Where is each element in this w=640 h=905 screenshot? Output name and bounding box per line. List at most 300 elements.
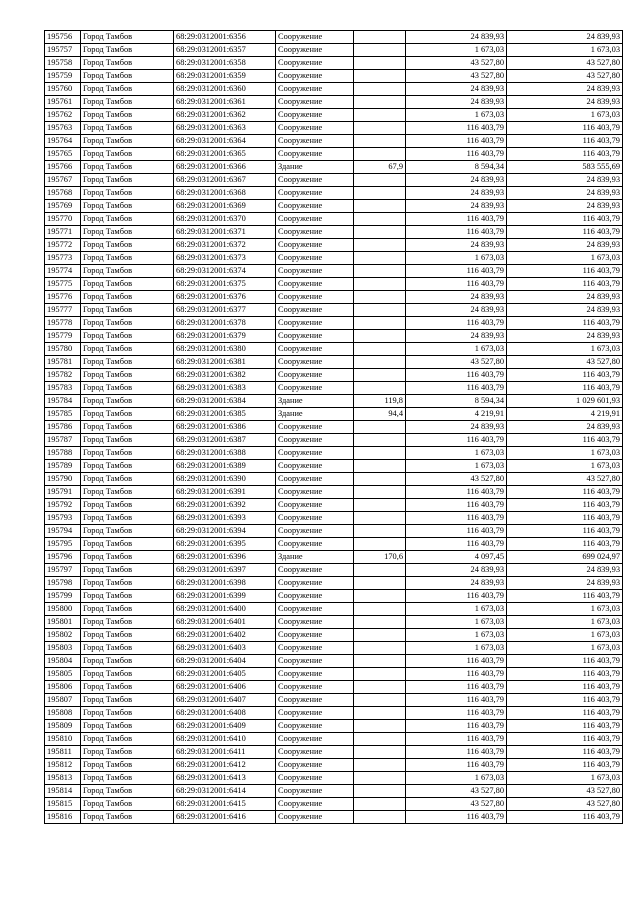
area-cell	[354, 434, 406, 447]
cadastral-number-cell: 68:29:0312001:6362	[174, 109, 276, 122]
cadastral-value-cell: 24 839,93	[507, 83, 623, 96]
city-cell: Город Тамбов	[81, 473, 174, 486]
cadastral-number-cell: 68:29:0312001:6380	[174, 343, 276, 356]
unit-value-cell: 116 403,79	[406, 811, 507, 824]
cadastral-value-cell: 24 839,93	[507, 421, 623, 434]
city-cell: Город Тамбов	[81, 681, 174, 694]
area-cell	[354, 694, 406, 707]
unit-value-cell: 1 673,03	[406, 44, 507, 57]
unit-value-cell: 4 097,45	[406, 551, 507, 564]
unit-value-cell: 116 403,79	[406, 655, 507, 668]
cadastral-value-cell: 116 403,79	[507, 538, 623, 551]
area-cell	[354, 57, 406, 70]
table-row	[45, 655, 623, 668]
cadastral-value-cell: 4 219,91	[507, 408, 623, 421]
registry-table	[44, 30, 623, 824]
cadastral-number-cell: 68:29:0312001:6381	[174, 356, 276, 369]
city-cell: Город Тамбов	[81, 512, 174, 525]
table-row	[45, 694, 623, 707]
cadastral-number-cell: 68:29:0312001:6379	[174, 330, 276, 343]
area-cell	[354, 733, 406, 746]
table-row	[45, 538, 623, 551]
cadastral-value-cell: 43 527,80	[507, 57, 623, 70]
row-number-cell: 195779	[45, 330, 81, 343]
table-row	[45, 122, 623, 135]
row-number-cell: 195816	[45, 811, 81, 824]
object-type-cell: Сооружение	[276, 31, 354, 44]
cadastral-number-cell: 68:29:0312001:6364	[174, 135, 276, 148]
cadastral-number-cell: 68:29:0312001:6392	[174, 499, 276, 512]
unit-value-cell: 116 403,79	[406, 538, 507, 551]
row-number-cell: 195762	[45, 109, 81, 122]
cadastral-value-cell: 116 403,79	[507, 434, 623, 447]
cadastral-number-cell: 68:29:0312001:6385	[174, 408, 276, 421]
area-cell	[354, 278, 406, 291]
row-number-cell: 195773	[45, 252, 81, 265]
cadastral-value-cell: 699 024,97	[507, 551, 623, 564]
city-cell: Город Тамбов	[81, 382, 174, 395]
row-number-cell: 195765	[45, 148, 81, 161]
cadastral-value-cell: 24 839,93	[507, 330, 623, 343]
cadastral-value-cell: 116 403,79	[507, 122, 623, 135]
object-type-cell: Сооружение	[276, 798, 354, 811]
cadastral-number-cell: 68:29:0312001:6361	[174, 96, 276, 109]
object-type-cell: Сооружение	[276, 343, 354, 356]
cadastral-number-cell: 68:29:0312001:6409	[174, 720, 276, 733]
row-number-cell: 195791	[45, 486, 81, 499]
table-row	[45, 603, 623, 616]
unit-value-cell: 116 403,79	[406, 759, 507, 772]
city-cell: Город Тамбов	[81, 395, 174, 408]
cadastral-number-cell: 68:29:0312001:6370	[174, 213, 276, 226]
object-type-cell: Сооружение	[276, 447, 354, 460]
unit-value-cell: 43 527,80	[406, 473, 507, 486]
cadastral-value-cell: 116 403,79	[507, 681, 623, 694]
area-cell	[354, 343, 406, 356]
unit-value-cell: 116 403,79	[406, 746, 507, 759]
object-type-cell: Сооружение	[276, 720, 354, 733]
cadastral-value-cell: 1 673,03	[507, 252, 623, 265]
cadastral-value-cell: 116 403,79	[507, 148, 623, 161]
city-cell: Город Тамбов	[81, 70, 174, 83]
cadastral-number-cell: 68:29:0312001:6388	[174, 447, 276, 460]
object-type-cell: Сооружение	[276, 707, 354, 720]
row-number-cell: 195772	[45, 239, 81, 252]
table-row	[45, 57, 623, 70]
object-type-cell: Сооружение	[276, 122, 354, 135]
row-number-cell: 195792	[45, 499, 81, 512]
unit-value-cell: 24 839,93	[406, 577, 507, 590]
table-row	[45, 525, 623, 538]
row-number-cell: 195777	[45, 304, 81, 317]
cadastral-value-cell: 116 403,79	[507, 694, 623, 707]
city-cell: Город Тамбов	[81, 785, 174, 798]
row-number-cell: 195801	[45, 616, 81, 629]
cadastral-number-cell: 68:29:0312001:6366	[174, 161, 276, 174]
area-cell	[354, 135, 406, 148]
cadastral-number-cell: 68:29:0312001:6384	[174, 395, 276, 408]
object-type-cell: Сооружение	[276, 746, 354, 759]
object-type-cell: Сооружение	[276, 629, 354, 642]
area-cell	[354, 720, 406, 733]
table-row	[45, 395, 623, 408]
unit-value-cell: 116 403,79	[406, 720, 507, 733]
table-row	[45, 733, 623, 746]
table-row	[45, 759, 623, 772]
cadastral-value-cell: 24 839,93	[507, 577, 623, 590]
cadastral-value-cell: 116 403,79	[507, 512, 623, 525]
table-row	[45, 148, 623, 161]
area-cell	[354, 356, 406, 369]
unit-value-cell: 116 403,79	[406, 590, 507, 603]
object-type-cell: Сооружение	[276, 668, 354, 681]
row-number-cell: 195810	[45, 733, 81, 746]
table-row	[45, 369, 623, 382]
area-cell	[354, 512, 406, 525]
table-row	[45, 304, 623, 317]
cadastral-value-cell: 24 839,93	[507, 304, 623, 317]
cadastral-number-cell: 68:29:0312001:6395	[174, 538, 276, 551]
row-number-cell: 195809	[45, 720, 81, 733]
object-type-cell: Сооружение	[276, 603, 354, 616]
cadastral-value-cell: 24 839,93	[507, 200, 623, 213]
table-row	[45, 668, 623, 681]
city-cell: Город Тамбов	[81, 525, 174, 538]
cadastral-value-cell: 24 839,93	[507, 564, 623, 577]
area-cell	[354, 473, 406, 486]
object-type-cell: Сооружение	[276, 499, 354, 512]
cadastral-number-cell: 68:29:0312001:6413	[174, 772, 276, 785]
cadastral-number-cell: 68:29:0312001:6391	[174, 486, 276, 499]
unit-value-cell: 1 673,03	[406, 109, 507, 122]
cadastral-number-cell: 68:29:0312001:6376	[174, 291, 276, 304]
unit-value-cell: 116 403,79	[406, 213, 507, 226]
cadastral-number-cell: 68:29:0312001:6406	[174, 681, 276, 694]
area-cell	[354, 96, 406, 109]
table-row	[45, 707, 623, 720]
area-cell	[354, 317, 406, 330]
row-number-cell: 195790	[45, 473, 81, 486]
table-row	[45, 577, 623, 590]
area-cell	[354, 31, 406, 44]
cadastral-number-cell: 68:29:0312001:6396	[174, 551, 276, 564]
city-cell: Город Тамбов	[81, 564, 174, 577]
city-cell: Город Тамбов	[81, 31, 174, 44]
row-number-cell: 195793	[45, 512, 81, 525]
object-type-cell: Сооружение	[276, 96, 354, 109]
unit-value-cell: 43 527,80	[406, 785, 507, 798]
cadastral-value-cell: 43 527,80	[507, 70, 623, 83]
cadastral-value-cell: 24 839,93	[507, 31, 623, 44]
cadastral-value-cell: 24 839,93	[507, 291, 623, 304]
table-row	[45, 434, 623, 447]
cadastral-value-cell: 1 673,03	[507, 616, 623, 629]
table-row	[45, 31, 623, 44]
row-number-cell: 195803	[45, 642, 81, 655]
row-number-cell: 195774	[45, 265, 81, 278]
cadastral-value-cell: 43 527,80	[507, 473, 623, 486]
unit-value-cell: 116 403,79	[406, 681, 507, 694]
unit-value-cell: 43 527,80	[406, 798, 507, 811]
area-cell	[354, 70, 406, 83]
area-cell: 67,9	[354, 161, 406, 174]
area-cell	[354, 590, 406, 603]
city-cell: Город Тамбов	[81, 135, 174, 148]
unit-value-cell: 24 839,93	[406, 83, 507, 96]
row-number-cell: 195800	[45, 603, 81, 616]
table-row	[45, 629, 623, 642]
row-number-cell: 195766	[45, 161, 81, 174]
unit-value-cell: 24 839,93	[406, 187, 507, 200]
cadastral-number-cell: 68:29:0312001:6412	[174, 759, 276, 772]
city-cell: Город Тамбов	[81, 252, 174, 265]
area-cell	[354, 564, 406, 577]
cadastral-value-cell: 116 403,79	[507, 707, 623, 720]
object-type-cell: Сооружение	[276, 291, 354, 304]
table-row	[45, 291, 623, 304]
row-number-cell: 195763	[45, 122, 81, 135]
area-cell	[354, 213, 406, 226]
object-type-cell: Сооружение	[276, 213, 354, 226]
city-cell: Город Тамбов	[81, 356, 174, 369]
object-type-cell: Сооружение	[276, 317, 354, 330]
cadastral-value-cell: 116 403,79	[507, 746, 623, 759]
area-cell: 94,4	[354, 408, 406, 421]
cadastral-value-cell: 116 403,79	[507, 486, 623, 499]
cadastral-number-cell: 68:29:0312001:6393	[174, 512, 276, 525]
unit-value-cell: 24 839,93	[406, 174, 507, 187]
cadastral-number-cell: 68:29:0312001:6400	[174, 603, 276, 616]
cadastral-value-cell: 1 673,03	[507, 447, 623, 460]
object-type-cell: Сооружение	[276, 135, 354, 148]
object-type-cell: Сооружение	[276, 174, 354, 187]
table-row	[45, 109, 623, 122]
cadastral-number-cell: 68:29:0312001:6382	[174, 369, 276, 382]
cadastral-number-cell: 68:29:0312001:6360	[174, 83, 276, 96]
row-number-cell: 195812	[45, 759, 81, 772]
unit-value-cell: 43 527,80	[406, 70, 507, 83]
row-number-cell: 195805	[45, 668, 81, 681]
cadastral-value-cell: 1 673,03	[507, 460, 623, 473]
area-cell	[354, 369, 406, 382]
area-cell	[354, 486, 406, 499]
unit-value-cell: 24 839,93	[406, 200, 507, 213]
cadastral-number-cell: 68:29:0312001:6414	[174, 785, 276, 798]
cadastral-value-cell: 24 839,93	[507, 96, 623, 109]
object-type-cell: Сооружение	[276, 187, 354, 200]
unit-value-cell: 116 403,79	[406, 499, 507, 512]
cadastral-value-cell: 116 403,79	[507, 265, 623, 278]
cadastral-value-cell: 116 403,79	[507, 135, 623, 148]
unit-value-cell: 1 673,03	[406, 603, 507, 616]
table-row	[45, 213, 623, 226]
row-number-cell: 195756	[45, 31, 81, 44]
cadastral-value-cell: 43 527,80	[507, 785, 623, 798]
unit-value-cell: 116 403,79	[406, 486, 507, 499]
city-cell: Город Тамбов	[81, 603, 174, 616]
area-cell	[354, 200, 406, 213]
city-cell: Город Тамбов	[81, 499, 174, 512]
city-cell: Город Тамбов	[81, 122, 174, 135]
cadastral-number-cell: 68:29:0312001:6402	[174, 629, 276, 642]
unit-value-cell: 1 673,03	[406, 460, 507, 473]
object-type-cell: Сооружение	[276, 486, 354, 499]
unit-value-cell: 24 839,93	[406, 291, 507, 304]
city-cell: Город Тамбов	[81, 291, 174, 304]
table-row	[45, 200, 623, 213]
object-type-cell: Сооружение	[276, 642, 354, 655]
row-number-cell: 195804	[45, 655, 81, 668]
unit-value-cell: 43 527,80	[406, 57, 507, 70]
cadastral-number-cell: 68:29:0312001:6377	[174, 304, 276, 317]
object-type-cell: Сооружение	[276, 278, 354, 291]
area-cell	[354, 798, 406, 811]
city-cell: Город Тамбов	[81, 811, 174, 824]
row-number-cell: 195780	[45, 343, 81, 356]
unit-value-cell: 1 673,03	[406, 343, 507, 356]
cadastral-value-cell: 1 029 601,93	[507, 395, 623, 408]
area-cell	[354, 148, 406, 161]
city-cell: Город Тамбов	[81, 421, 174, 434]
table-row	[45, 473, 623, 486]
cadastral-value-cell: 116 403,79	[507, 811, 623, 824]
cadastral-number-cell: 68:29:0312001:6386	[174, 421, 276, 434]
cadastral-number-cell: 68:29:0312001:6403	[174, 642, 276, 655]
city-cell: Город Тамбов	[81, 629, 174, 642]
unit-value-cell: 1 673,03	[406, 629, 507, 642]
city-cell: Город Тамбов	[81, 538, 174, 551]
row-number-cell: 195783	[45, 382, 81, 395]
table-row	[45, 174, 623, 187]
cadastral-number-cell: 68:29:0312001:6410	[174, 733, 276, 746]
cadastral-value-cell: 116 403,79	[507, 733, 623, 746]
row-number-cell: 195781	[45, 356, 81, 369]
cadastral-number-cell: 68:29:0312001:6405	[174, 668, 276, 681]
cadastral-number-cell: 68:29:0312001:6415	[174, 798, 276, 811]
city-cell: Город Тамбов	[81, 265, 174, 278]
row-number-cell: 195778	[45, 317, 81, 330]
object-type-cell: Сооружение	[276, 304, 354, 317]
table-row	[45, 83, 623, 96]
object-type-cell: Сооружение	[276, 538, 354, 551]
table-row	[45, 317, 623, 330]
city-cell: Город Тамбов	[81, 486, 174, 499]
area-cell	[354, 538, 406, 551]
table-row	[45, 239, 623, 252]
city-cell: Город Тамбов	[81, 148, 174, 161]
cadastral-number-cell: 68:29:0312001:6371	[174, 226, 276, 239]
city-cell: Город Тамбов	[81, 551, 174, 564]
row-number-cell: 195813	[45, 772, 81, 785]
area-cell	[354, 109, 406, 122]
unit-value-cell: 116 403,79	[406, 369, 507, 382]
object-type-cell: Сооружение	[276, 759, 354, 772]
object-type-cell: Сооружение	[276, 239, 354, 252]
unit-value-cell: 116 403,79	[406, 434, 507, 447]
city-cell: Город Тамбов	[81, 733, 174, 746]
cadastral-value-cell: 1 673,03	[507, 642, 623, 655]
cadastral-value-cell: 1 673,03	[507, 109, 623, 122]
area-cell	[354, 707, 406, 720]
object-type-cell: Сооружение	[276, 512, 354, 525]
row-number-cell: 195770	[45, 213, 81, 226]
row-number-cell: 195807	[45, 694, 81, 707]
cadastral-number-cell: 68:29:0312001:6389	[174, 460, 276, 473]
row-number-cell: 195768	[45, 187, 81, 200]
unit-value-cell: 116 403,79	[406, 122, 507, 135]
area-cell	[354, 460, 406, 473]
table-row	[45, 252, 623, 265]
area-cell	[354, 603, 406, 616]
city-cell: Город Тамбов	[81, 447, 174, 460]
table-row	[45, 499, 623, 512]
row-number-cell: 195814	[45, 785, 81, 798]
object-type-cell: Сооружение	[276, 252, 354, 265]
table-row	[45, 343, 623, 356]
area-cell	[354, 174, 406, 187]
unit-value-cell: 4 219,91	[406, 408, 507, 421]
city-cell: Город Тамбов	[81, 707, 174, 720]
object-type-cell: Сооружение	[276, 70, 354, 83]
table-row	[45, 785, 623, 798]
area-cell	[354, 382, 406, 395]
cadastral-value-cell: 1 673,03	[507, 772, 623, 785]
cadastral-number-cell: 68:29:0312001:6359	[174, 70, 276, 83]
cadastral-value-cell: 43 527,80	[507, 356, 623, 369]
row-number-cell: 195788	[45, 447, 81, 460]
city-cell: Город Тамбов	[81, 187, 174, 200]
cadastral-number-cell: 68:29:0312001:6374	[174, 265, 276, 278]
city-cell: Город Тамбов	[81, 460, 174, 473]
city-cell: Город Тамбов	[81, 44, 174, 57]
cadastral-number-cell: 68:29:0312001:6416	[174, 811, 276, 824]
area-cell	[354, 811, 406, 824]
cadastral-number-cell: 68:29:0312001:6375	[174, 278, 276, 291]
cadastral-number-cell: 68:29:0312001:6394	[174, 525, 276, 538]
city-cell: Город Тамбов	[81, 668, 174, 681]
area-cell	[354, 291, 406, 304]
city-cell: Город Тамбов	[81, 200, 174, 213]
table-row	[45, 681, 623, 694]
row-number-cell: 195806	[45, 681, 81, 694]
cadastral-value-cell: 1 673,03	[507, 343, 623, 356]
area-cell	[354, 265, 406, 278]
row-number-cell: 195784	[45, 395, 81, 408]
city-cell: Город Тамбов	[81, 213, 174, 226]
row-number-cell: 195795	[45, 538, 81, 551]
area-cell	[354, 785, 406, 798]
unit-value-cell: 24 839,93	[406, 239, 507, 252]
cadastral-number-cell: 68:29:0312001:6368	[174, 187, 276, 200]
city-cell: Город Тамбов	[81, 577, 174, 590]
object-type-cell: Сооружение	[276, 655, 354, 668]
cadastral-value-cell: 24 839,93	[507, 174, 623, 187]
row-number-cell: 195761	[45, 96, 81, 109]
city-cell: Город Тамбов	[81, 616, 174, 629]
area-cell	[354, 681, 406, 694]
cadastral-value-cell: 116 403,79	[507, 720, 623, 733]
object-type-cell: Здание	[276, 161, 354, 174]
area-cell	[354, 304, 406, 317]
table-row	[45, 798, 623, 811]
table-row	[45, 564, 623, 577]
unit-value-cell: 116 403,79	[406, 733, 507, 746]
object-type-cell: Сооружение	[276, 57, 354, 70]
object-type-cell: Сооружение	[276, 356, 354, 369]
cadastral-number-cell: 68:29:0312001:6358	[174, 57, 276, 70]
area-cell	[354, 421, 406, 434]
city-cell: Город Тамбов	[81, 304, 174, 317]
